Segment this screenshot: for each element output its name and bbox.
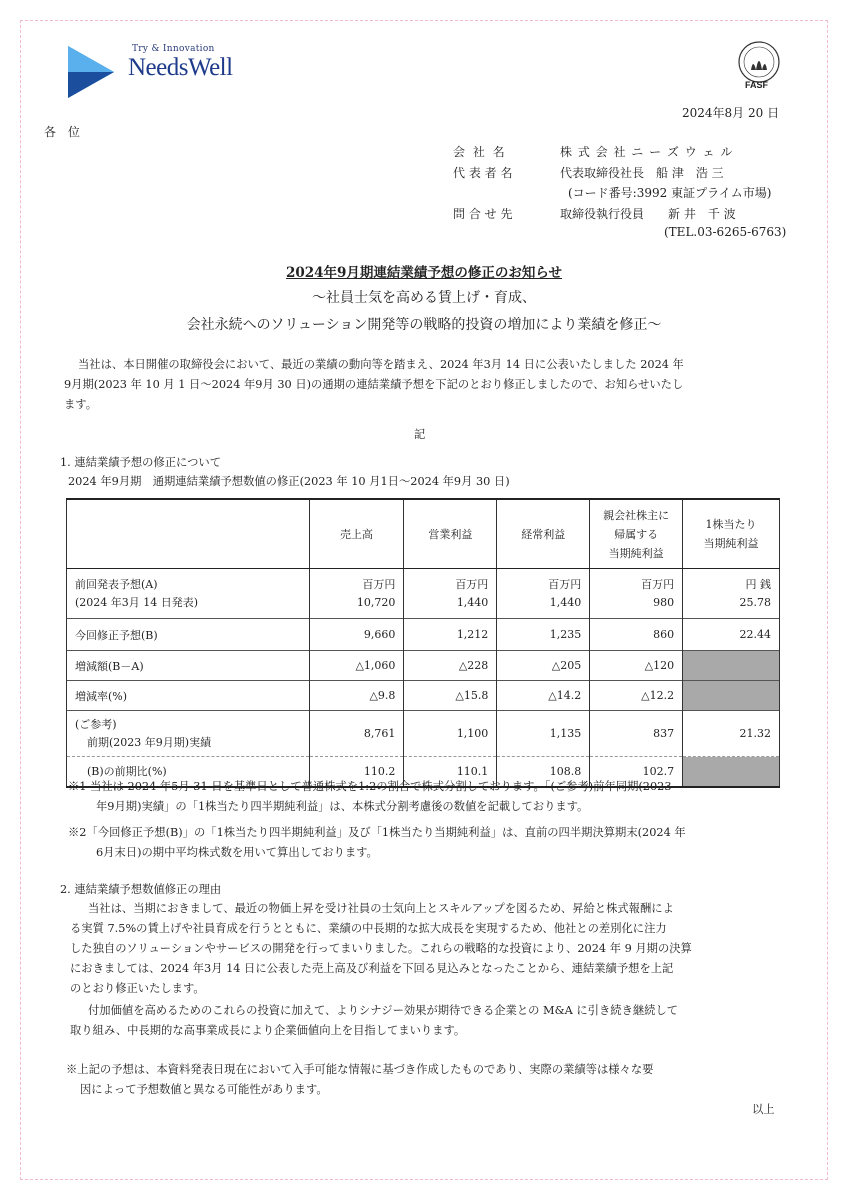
section1-caption: 2024 年9月期 通期連結業績予想数値の修正(2023 年 10 月1日～2024 年9月 30 日) <box>68 475 510 488</box>
table-cell: △12.2 <box>590 681 683 711</box>
table-cell: △14.2 <box>497 681 590 711</box>
table-row-reference <box>67 711 780 757</box>
row-label-difference: 増減額(B－A) <box>67 651 310 681</box>
section2-line: した独自のソリューションやサービスの開発を行ってまいりました。これらの戦略的な投資により、2024 年 9 月期の決算 <box>70 942 692 955</box>
unit-cell: 百万円 <box>362 577 396 591</box>
table-cell: 102.7 <box>590 757 683 787</box>
header-net-profit: 親会社株主に 帰属する 当期純利益 <box>590 499 683 569</box>
section2-line: 当社は、当期におきまして、最近の物価上昇を受け社員の士気向上とスキルアップを図るため、昇給と株式報酬によ <box>88 902 674 915</box>
company-logo <box>66 44 286 100</box>
note2-line1: ※2「今回修正予想(B)」の「1株当たり四半期純利益」及び「1株当たり当期純利益」は、直前の四半期決算期末(2024 年 <box>68 826 686 839</box>
note1-line1: ※1 当社は 2024 年5月 31 日を基準日として普通株式を1:2の割合で株式分割しております。「(ご参考)前年同期(2023 <box>68 780 672 793</box>
table-cell: 1,440 <box>549 595 582 609</box>
contact-tel: (TEL.03-6265-6763) <box>664 225 787 239</box>
table-cell: 1,100 <box>404 711 497 757</box>
header-operating-profit: 営業利益 <box>404 499 497 569</box>
table-cell: 110.2 <box>309 757 404 787</box>
table-cell: 837 <box>590 711 683 757</box>
row-label-prior-year: 前期(2023 年9月期)実績 <box>87 735 212 749</box>
header-sales: 売上高 <box>309 499 404 569</box>
table-cell: 108.8 <box>497 757 590 787</box>
header-empty <box>67 499 310 569</box>
table-cell: 25.78 <box>739 595 771 609</box>
row-label-ratio: (B)の前期比(%) <box>67 757 310 787</box>
company-name-label: 会 社 名 <box>453 145 507 159</box>
table-cell: △205 <box>497 651 590 681</box>
shaded-cell <box>683 757 780 787</box>
table-cell: 860 <box>590 619 683 651</box>
addressee: 各 位 <box>44 125 84 139</box>
subtitle-line1: ～社員士気を高める賃上げ・育成、 <box>312 290 536 306</box>
row-label-previous-date: (2024 年3月 14 日発表) <box>75 595 199 609</box>
table-cell: △228 <box>404 651 497 681</box>
table-cell: 10,720 <box>356 595 396 609</box>
table-cell: 980 <box>653 595 675 609</box>
intro-line: 当社は、本日開催の取締役会において、最近の業績の動向等を踏まえ、2024 年3月 14 日に公表いたしました 2024 年 <box>78 358 684 371</box>
table-cell: 22.44 <box>683 619 780 651</box>
closing-mark: 以上 <box>752 1103 775 1116</box>
stock-code: (コード番号:3992 東証プライム市場) <box>568 186 772 200</box>
table-cell: △120 <box>590 651 683 681</box>
logo-tagline: Try & Innovation <box>132 44 215 54</box>
row-label-rate: 増減率(%) <box>67 681 310 711</box>
fasf-seal <box>734 40 784 94</box>
shaded-cell <box>683 651 780 681</box>
section2-line: におきましては、2024 年3月 14 日に公表した売上高及び利益を下回る見込みとなったことから、連結業績予想を上記 <box>70 962 674 975</box>
note1-line2: 年9月期)実績」の「1株当たり四半期純利益」は、本株式分割考慮後の数値を記載しております。 <box>96 800 589 813</box>
table-row-previous <box>67 569 780 619</box>
table-row-rate <box>67 681 780 711</box>
representative-value: 代表取締役社長 船 津 浩 三 <box>560 166 724 180</box>
table-cell: △1,060 <box>309 651 404 681</box>
disclaimer-line1: ※上記の予想は、本資料発表日現在において入手可能な情報に基づき作成したものであり、実際の業績等は様々な要 <box>66 1063 654 1076</box>
table-cell: 9,660 <box>309 619 404 651</box>
representative-label: 代 表 者 名 <box>453 166 513 180</box>
table-cell: 1,135 <box>497 711 590 757</box>
table-cell: 1,235 <box>497 619 590 651</box>
header-ordinary-profit: 経常利益 <box>497 499 590 569</box>
table-cell: 1,212 <box>404 619 497 651</box>
section2-line: のとおり修正いたします。 <box>70 982 205 995</box>
row-label-revised: 今回修正予想(B) <box>67 619 310 651</box>
table-cell: 110.1 <box>404 757 497 787</box>
contact-value: 取締役執行役員 新 井 千 波 <box>560 207 736 221</box>
section1-title: 1. 連結業績予想の修正について <box>60 456 222 469</box>
contact-label: 問 合 せ 先 <box>453 207 513 221</box>
subtitle-line2: 会社永続へのソリューション開発等の戦略的投資の増加により業績を修正～ <box>186 317 662 333</box>
unit-cell: 円 銭 <box>745 577 771 591</box>
row-label-previous: 前回発表予想(A) <box>75 577 158 591</box>
disclaimer-line2: 因によって予想数値と異なる可能性があります。 <box>80 1083 328 1096</box>
release-date: 2024年8月 20 日 <box>682 106 780 120</box>
table-row-revised <box>67 619 780 651</box>
table-cell: △9.8 <box>309 681 404 711</box>
fasf-label: FASF <box>745 80 769 90</box>
table-cell: 1,440 <box>456 595 489 609</box>
ki-mark: 記 <box>414 428 426 441</box>
unit-cell: 百万円 <box>641 577 675 591</box>
shaded-cell <box>683 681 780 711</box>
section2-line: 取り組み、中長期的な高事業成長により企業価値向上を目指してまいります。 <box>70 1024 466 1037</box>
logo-brand: NeedsWell <box>128 54 233 81</box>
section2-title: 2. 連結業績予想数値修正の理由 <box>60 883 222 896</box>
unit-cell: 百万円 <box>455 577 489 591</box>
forecast-table <box>66 498 780 788</box>
logo-triangle-icon <box>66 44 116 100</box>
table-cell: 21.32 <box>683 711 780 757</box>
header-eps: 1株当たり 当期純利益 <box>683 499 780 569</box>
intro-line: 9月期(2023 年 10 月 1 日～2024 年9月 30 日)の通期の連結業績予想を下記のとおり修正しましたので、お知らせいたし <box>64 378 684 391</box>
row-label-reference: (ご参考) <box>75 717 117 731</box>
table-cell: 8,761 <box>309 711 404 757</box>
note2-line2: 6月末日)の期中平均株式数を用いて算出しております。 <box>96 846 378 859</box>
page-title: 2024年9月期連結業績予想の修正のお知らせ <box>285 265 563 281</box>
table-header-row <box>67 499 780 569</box>
unit-cell: 百万円 <box>548 577 582 591</box>
table-cell: △15.8 <box>404 681 497 711</box>
intro-line: ます。 <box>64 398 97 411</box>
section2-line: 付加価値を高めるためのこれらの投資に加えて、よりシナジー効果が期待できる企業との M&A に引き続き継続して <box>88 1004 679 1017</box>
section2-line: る実質 7.5%の賃上げや社員育成を行うとともに、業績の中長期的な拡大成長を実現するため、他社との差別化に注力 <box>70 922 667 935</box>
table-row-difference <box>67 651 780 681</box>
company-name-value: 株 式 会 社 ニ ー ズ ウ ェ ル <box>560 145 734 159</box>
